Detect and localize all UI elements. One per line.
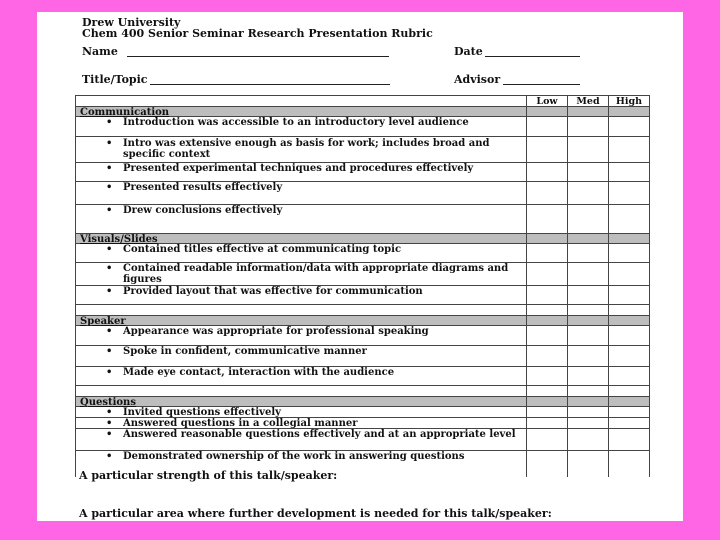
table-row: • Made eye contact, interaction with the audience [76,367,649,386]
section-communication: Communication [76,107,649,117]
development-prompt: A particular area where further development is needed for this talk/speaker: [79,507,552,520]
table-row: • Presented experimental techniques and procedures effectively [76,163,649,182]
table-row: • Spoke in confident, communicative manner [76,346,649,367]
column-low: Low [526,96,567,106]
bullet-icon: • [106,367,113,378]
table-row: • Contained readable information/data with appropriate diagrams and figures [76,263,649,286]
bullet-icon: • [106,117,113,128]
bullet-icon: • [106,346,113,357]
bullet-icon: • [106,138,113,149]
table-row: • Intro was extensive enough as basis for work; includes broad and specific context [76,137,649,163]
bullet-icon: • [106,244,113,255]
table-row: • Appearance was appropriate for professional speaking [76,326,649,346]
name-field[interactable] [127,45,389,57]
bullet-icon: • [106,182,113,193]
column-high: High [608,96,649,106]
table-row: • Introduction was accessible to an introductory level audience [76,117,649,137]
rubric-page [37,12,683,521]
column-med: Med [567,96,608,106]
table-row: • Answered questions in a collegial manner [76,418,649,429]
bullet-icon: • [106,418,113,429]
date-field[interactable] [485,45,580,57]
rubric-table [75,95,650,477]
table-row-blank [76,305,649,316]
title-topic-field[interactable] [150,73,390,85]
rubric-title: Chem 400 Senior Seminar Research Presentation Rubric [82,27,433,40]
table-row: • Demonstrated ownership of the work in answering questions [76,451,649,477]
bullet-icon: • [106,451,113,462]
section-visuals-slides: Visuals/Slides [76,234,649,244]
title-topic-label: Title/Topic [82,73,148,86]
section-questions: Questions [76,397,649,407]
table-row: • Contained titles effective at communicating topic [76,244,649,263]
table-row: • Presented results effectively [76,182,649,205]
table-row: • Drew conclusions effectively [76,205,649,234]
table-row: • Provided layout that was effective for communication [76,286,649,305]
bullet-icon: • [106,429,113,440]
bullet-icon: • [106,326,113,337]
table-header-row [76,96,649,107]
bullet-icon: • [106,263,113,274]
bullet-icon: • [106,407,113,418]
advisor-field[interactable] [503,73,580,85]
section-speaker: Speaker [76,316,649,326]
table-row: • Answered reasonable questions effectively and at an appropriate level [76,429,649,451]
bullet-icon: • [106,163,113,174]
bullet-icon: • [106,205,113,216]
table-row: • Invited questions effectively [76,407,649,418]
strength-prompt: A particular strength of this talk/speaker: [79,469,338,482]
date-label: Date [454,45,483,58]
table-row-blank [76,386,649,397]
name-label: Name [82,45,118,58]
university-title: Drew University [82,16,181,29]
advisor-label: Advisor [454,73,501,86]
bullet-icon: • [106,286,113,297]
